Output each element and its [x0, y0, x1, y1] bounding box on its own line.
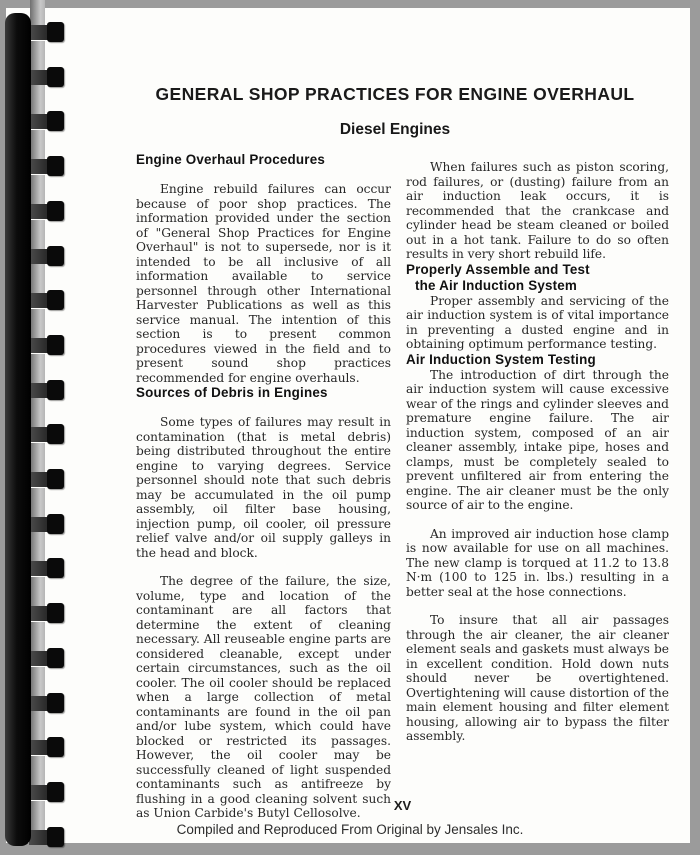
section-heading-engine-overhaul-procedures: Engine Overhaul Procedures	[136, 152, 326, 167]
comb-binding-spine	[5, 13, 31, 846]
paragraph: When failures such as piston scoring, rod failures, or (dusting) failure from an air induction leak occurs, it is recommended that the crankcase and cylinder head be steam cleaned or boiled out in a hot tank. Failure to do so often results in very short rebuild life.	[406, 160, 669, 261]
binding-tooth-tip	[47, 111, 64, 131]
binding-tooth	[29, 25, 49, 40]
binding-tooth	[29, 651, 49, 666]
binding-connector	[30, 0, 45, 25]
paragraph: Engine rebuild failures can occur because of poor shop practices. The information provided under the section of "General Shop Practices for Engine Overhaul" is not to supersede, nor is it intended to be all inclusive of all information available to service personnel through other International Harvester Publications as well as this service manual. The intention of this section is to present common procedures viewed in the field and to present sound shop practices recommended for engine overhauls.	[136, 182, 391, 385]
binding-connector	[30, 264, 45, 293]
binding-tooth-tip	[47, 827, 64, 847]
binding-tooth	[29, 427, 49, 442]
binding-connector	[30, 756, 45, 785]
binding-tooth-tip	[47, 201, 64, 221]
footer-caption: Compiled and Reproduced From Original by Jensales Inc.	[176, 822, 524, 837]
binding-tooth	[29, 830, 49, 845]
section-heading-air-induction-testing: Air Induction System Testing	[406, 351, 596, 367]
binding-connector	[30, 398, 45, 427]
binding-tooth-tip	[47, 469, 64, 489]
binding-connector	[30, 309, 45, 338]
binding-tooth-tip	[47, 514, 64, 534]
binding-tooth	[29, 114, 49, 129]
binding-tooth-tip	[47, 335, 64, 355]
binding-tooth	[29, 383, 49, 398]
binding-tooth-tip	[47, 603, 64, 623]
binding-tooth	[29, 740, 49, 755]
binding-connector	[30, 711, 45, 740]
binding-tooth	[29, 517, 49, 532]
binding-tooth-tip	[47, 246, 64, 266]
section-heading-properly-assemble	[406, 262, 669, 294]
binding-tooth	[29, 70, 49, 85]
binding-connector	[30, 577, 45, 606]
paragraph: Some types of failures may result in contamination (that is metal debris) being distributed throughout the entire engine to varying degrees. Service personnel should note that such debris may be accumulated in the oil pump assembly, oil filter base housing, injection pump, oil cooler, oil pressure relief valve and/or oil supply galleys in the head and block.	[136, 415, 391, 560]
heading-line-2: the Air Induction System	[415, 277, 578, 293]
binding-tooth	[29, 249, 49, 264]
binding-connector	[30, 175, 45, 204]
binding-tooth	[29, 472, 49, 487]
binding-tooth	[29, 159, 49, 174]
binding-connector	[30, 41, 45, 70]
binding-connector	[30, 667, 45, 696]
binding-tooth	[29, 696, 49, 711]
binding-tooth-tip	[47, 380, 64, 400]
right-column	[406, 160, 669, 744]
binding-tooth	[29, 338, 49, 353]
binding-tooth-tip	[47, 290, 64, 310]
binding-connector	[30, 354, 45, 383]
binding-tooth-tip	[47, 424, 64, 444]
page-subtitle: Diesel Engines	[339, 121, 451, 138]
binding-tooth-tip	[47, 648, 64, 668]
binding-tooth-tip	[47, 782, 64, 802]
binding-connector	[30, 532, 45, 561]
binding-connector	[30, 220, 45, 249]
page-title: GENERAL SHOP PRACTICES FOR ENGINE OVERHAUL	[155, 84, 635, 104]
paragraph: The introduction of dirt through the air induction system will cause excessive wear of the rings and cylinder sleeves and premature engine failure. The air induction system, composed of an air cleaner assembly, intake pipe, hoses and clamps, must be completely sealed to prevent unfiltered air from entering the engine. The air cleaner must be the only source of air to the engine.	[406, 367, 669, 512]
binding-tooth-tip	[47, 22, 64, 42]
paragraph: To insure that all air passages through the air cleaner, the air cleaner element seals and gaskets must always be in excellent condition. Hold down nuts should never be overtightened. Overtightening will cause distortion of the main element housing and filter element housing, allowing air to bypass the filter assembly.	[406, 613, 669, 743]
binding-tooth-tip	[47, 67, 64, 87]
paragraph: The degree of the failure, the size, volume, type and location of the contaminant are all factors that determine the extent of cleaning necessary. All reuseable engine parts are considered cleanable, except under certain circumstances, such as the oil cooler. The oil cooler should be replaced when a large collection of metal contaminants are found in the oil pan and/or lube system, which could have blocked or restricted its passages. However, the oil cooler may be successfully cleaned of light suspended contaminants such as antifreeze by flushing in a good cleaning solvent such as Union Carbide's Butyl Cellosolve.	[136, 574, 391, 820]
binding-connector	[30, 801, 45, 830]
binding-connector	[30, 443, 45, 472]
binding-tooth	[29, 204, 49, 219]
binding-connector	[30, 130, 45, 159]
page-number: XV	[393, 798, 412, 813]
binding-tooth-tip	[47, 558, 64, 578]
binding-tooth-tip	[47, 156, 64, 176]
binding-connector	[30, 85, 45, 114]
binding-tooth	[29, 606, 49, 621]
left-column	[136, 152, 391, 821]
section-heading-sources-of-debris: Sources of Debris in Engines	[136, 385, 328, 400]
binding-connector	[30, 622, 45, 651]
binding-connector	[30, 488, 45, 517]
binding-tooth-tip	[47, 737, 64, 757]
binding-tooth	[29, 785, 49, 800]
binding-tooth	[29, 561, 49, 576]
binding-tooth	[29, 293, 49, 308]
paragraph: An improved air induction hose clamp is now available for use on all machines. The new clamp is torqued at 11.2 to 13.8 N·m (100 to 125 in. lbs.) resulting in a better seal at the hose connections.	[406, 526, 669, 599]
binding-tooth-tip	[47, 693, 64, 713]
paragraph: Proper assembly and servicing of the air induction system is of vital importance in preventing a dusted engine and in obtaining optimum performance testing.	[406, 293, 669, 351]
heading-line-1: Properly Assemble and Test	[406, 261, 590, 277]
